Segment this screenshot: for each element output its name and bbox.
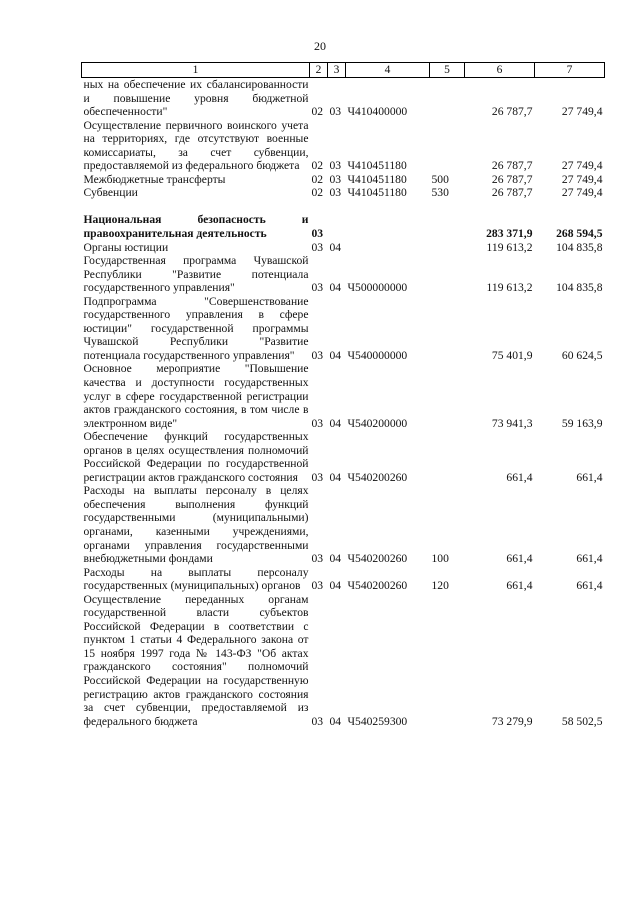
table-row [82,593,605,728]
budget-table [81,62,605,728]
col-header: 1 [82,63,310,78]
row-expense-type [430,119,465,173]
row-target-code: Ч410400000 [347,105,408,119]
row-subsection: 03 [329,172,342,186]
row-section: 02 [311,105,324,119]
header-row [82,63,605,78]
row-target-code: Ч410451180 [347,159,407,173]
row-expense-type [430,593,465,728]
row-section: 03 [311,416,324,430]
row-amount-1: 73 941,3 [491,416,533,430]
row-subsection: 04 [329,552,342,566]
row-subsection: 04 [329,281,342,295]
row-section: 03 [311,281,324,295]
row-subsection: 04 [329,240,342,254]
row-subsection: 04 [329,470,342,484]
table-row [82,362,605,430]
page-number: 20 [314,39,326,53]
table-row [82,78,605,119]
row-target-code [346,213,430,240]
row-amount-2: 661,4 [576,579,603,593]
row-name: Подпрограмма "Совершенствование государственного управления в сфере юстиции" государственной программы Чувашской Республики "Развитие потенциала государственного управления" [83,294,309,362]
row-target-code: Ч540259300 [347,714,408,728]
row-target-code: Ч540200260 [347,470,408,484]
table-row [82,213,605,240]
row-amount-1: 283 371,9 [486,226,533,240]
row-name: Органы юстиции [83,240,169,254]
table-row [82,254,605,295]
row-name: Субвенции [83,186,138,200]
table-row [82,119,605,173]
row-expense-type [430,295,465,363]
table-row [82,186,605,200]
row-subsection: 04 [329,579,342,593]
table-row [82,241,605,255]
row-section: 03 [311,470,324,484]
row-subsection [328,213,346,240]
row-subsection: 04 [329,416,342,430]
row-expense-type [430,362,465,430]
row-name: Осуществление первичного воинского учета на территориях, где отсутствуют военные комиссариаты, за счет субвенции, предоставляемой из федерального бюджета [83,118,309,173]
row-amount-1: 119 613,2 [486,240,533,254]
row-amount-2: 268 594,5 [556,226,603,240]
row-amount-2: 27 749,4 [561,159,603,173]
row-amount-1: 661,4 [506,552,533,566]
row-name: ных на обеспечение их сбалансированности и повышение уровня бюджетной обеспеченности" [83,78,309,119]
row-amount-2: 27 749,4 [561,172,603,186]
row-name: Обеспечение функций государственных органов в целях осуществления полномочий Российской Федерации по государственной регистрации актов гражданского состояния [83,430,309,484]
col-header: 7 [535,63,605,78]
col-header: 3 [328,63,346,78]
row-amount-1: 26 787,7 [491,172,533,186]
row-name: Межбюджетные трансферты [83,172,226,186]
row-amount-2: 104 835,8 [556,240,603,254]
row-subsection: 04 [329,714,342,728]
row-name: Расходы на выплаты персоналу в целях обеспечения выполнения функций государственными (муниципальными) органами, казенными учреждениями, органами управления государственными внебюджетными фондами [83,484,309,566]
spacer-row [82,200,605,214]
row-amount-2: 27 749,4 [561,186,603,200]
row-expense-type [430,430,465,484]
row-section: 03 [311,348,324,362]
row-section: 03 [311,552,324,566]
row-amount-2: 59 163,9 [561,416,603,430]
row-name: Расходы на выплаты персоналу государственных (муниципальных) органов [83,565,309,593]
table-row [82,295,605,363]
row-section: 02 [311,159,324,173]
spacer-cell [82,200,605,214]
row-amount-2: 104 835,8 [556,281,603,295]
col-header: 6 [465,63,535,78]
row-name: Национальная безопасность и правоохранительная деятельность [83,213,309,240]
col-header: 5 [430,63,465,78]
row-name: Государственная программа Чувашской Республики "Развитие потенциала государственного управления" [83,254,309,295]
row-target-code: Ч540200260 [347,552,408,566]
row-expense-type: 120 [431,579,449,593]
row-target-code: Ч540200000 [347,416,408,430]
row-target-code: Ч540000000 [347,348,408,362]
row-section: 02 [311,172,324,186]
row-expense-type [430,78,465,119]
row-subsection: 03 [329,159,342,173]
row-amount-1: 75 401,9 [491,348,533,362]
row-name: Осуществление переданных органам государственной власти субъектов Российской Федерации в соответствии с пунктом 1 статьи 4 Федерального закона от 15 ноября 1997 года № 143-ФЗ "Об актах гражданского состояния" полномочий Российской Федерации на государственную регистрацию актов гражданского состояния за счет субвенции, предоставляемой из федерального бюджета [83,592,309,728]
row-amount-2: 661,4 [576,552,603,566]
row-amount-1: 661,4 [506,579,533,593]
row-target-code: Ч410451180 [347,186,407,200]
row-subsection: 04 [329,348,342,362]
row-amount-1: 26 787,7 [491,159,533,173]
row-target-code: Ч500000000 [347,281,408,295]
table-row [82,566,605,593]
row-expense-type: 500 [431,172,449,186]
row-amount-2: 58 502,5 [561,714,603,728]
row-amount-1: 73 279,9 [491,714,533,728]
row-amount-1: 119 613,2 [486,281,533,295]
row-amount-2: 27 749,4 [561,105,603,119]
row-subsection: 03 [329,186,342,200]
col-header: 4 [346,63,430,78]
row-section: 02 [311,186,324,200]
table-row [82,484,605,565]
row-section: 03 [311,226,324,240]
table-row [82,430,605,484]
row-section: 03 [311,714,324,728]
row-subsection: 03 [329,105,342,119]
row-target-code [346,241,430,255]
row-expense-type: 530 [431,186,449,200]
row-expense-type [430,254,465,295]
row-expense-type [430,241,465,255]
row-target-code: Ч540200260 [347,579,408,593]
row-amount-2: 661,4 [576,470,603,484]
row-expense-type: 100 [431,552,449,566]
row-expense-type [430,213,465,240]
row-target-code: Ч410451180 [347,172,407,186]
row-section: 03 [311,240,324,254]
row-section: 03 [311,579,324,593]
table-row [82,173,605,187]
row-amount-1: 661,4 [506,470,533,484]
col-header: 2 [310,63,328,78]
row-amount-2: 60 624,5 [561,348,603,362]
row-amount-1: 26 787,7 [491,186,533,200]
row-amount-1: 26 787,7 [491,105,533,119]
row-name: Основное мероприятие "Повышение качества и доступности государственных услуг в сфере государственной регистрации актов гражданского состояния, в том числе в электронном виде" [83,362,309,430]
